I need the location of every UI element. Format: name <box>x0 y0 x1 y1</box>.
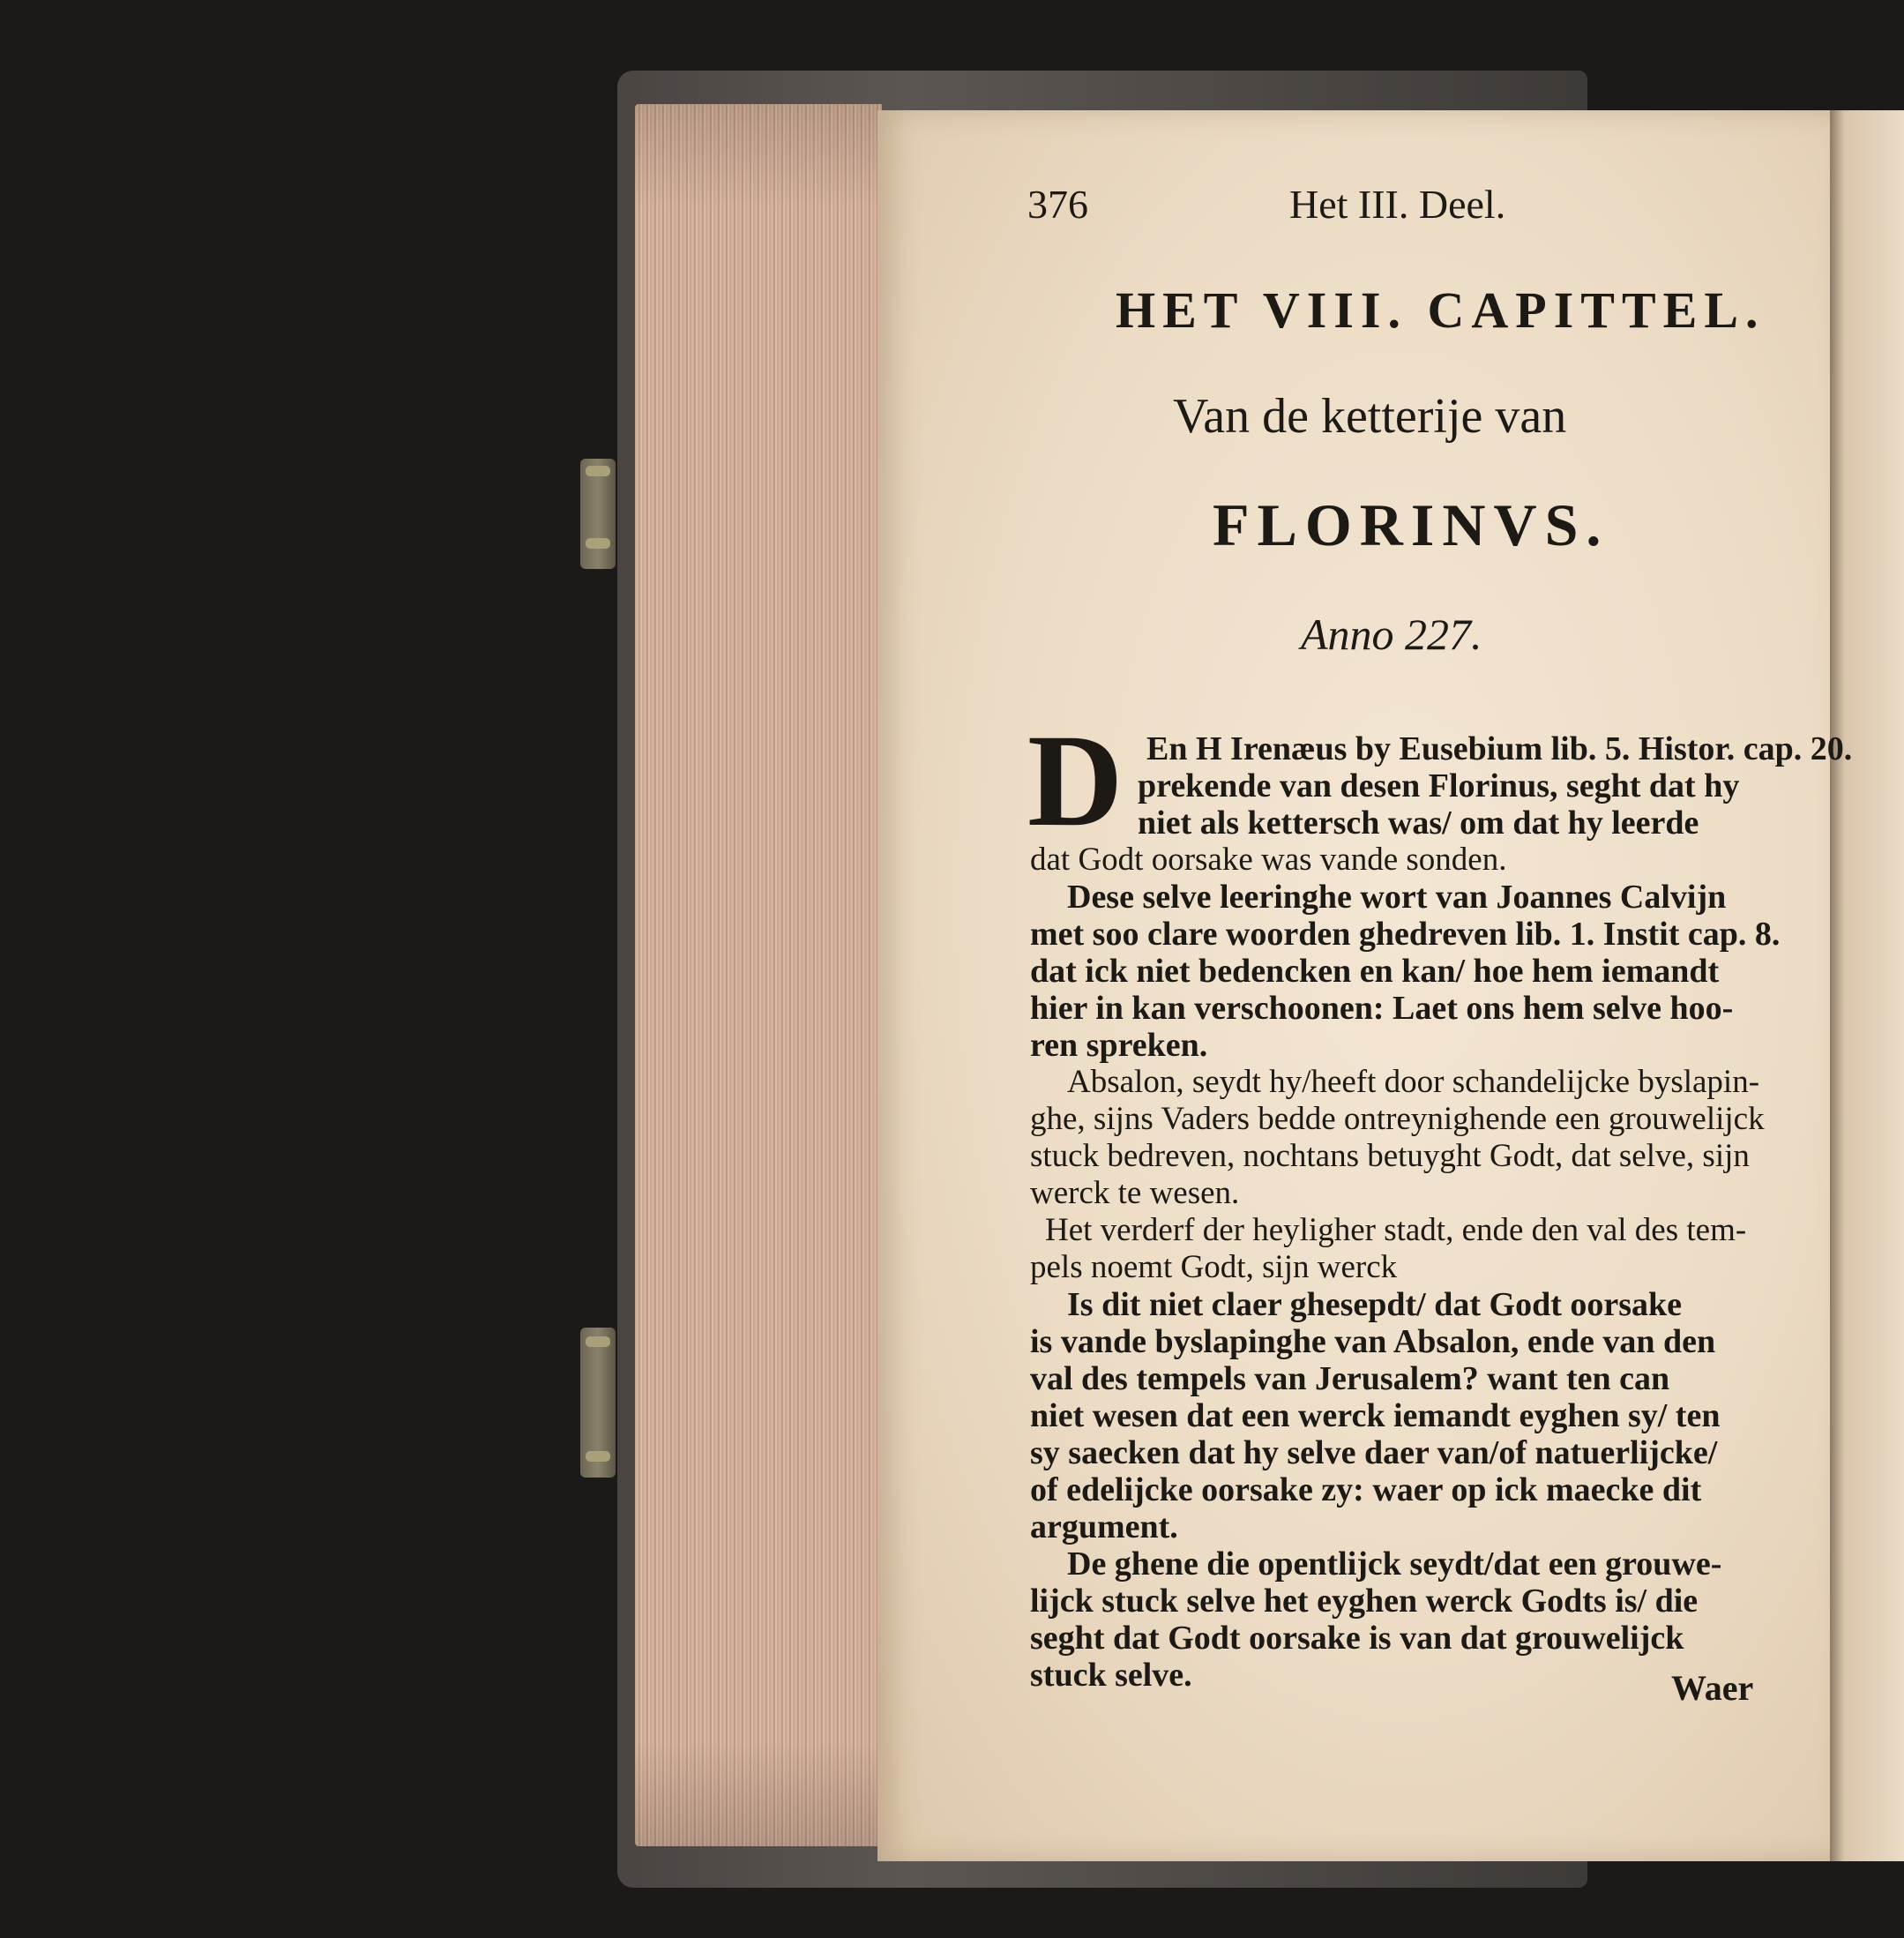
book-clasp-top <box>580 459 616 569</box>
text-line: dat Godt oorsake was vande sonden. <box>1030 842 1507 878</box>
text-line: of edelijcke oorsake zy: waer op ick maecke dit <box>1030 1471 1702 1508</box>
book-clasp-bottom <box>580 1328 616 1478</box>
text-line: stuck bedreven, nochtans betuyght Godt, dat selve, sijn <box>1030 1138 1750 1174</box>
drop-cap: D <box>1027 707 1124 854</box>
text-line: lijck stuck selve het eyghen werck Godts is/ die <box>1030 1583 1699 1620</box>
chapter-year: Anno 227. <box>1301 610 1482 659</box>
text-line: seght dat Godt oorsake is van dat grouwelijck <box>1030 1620 1684 1657</box>
page-number: 376 <box>1027 182 1088 227</box>
chapter-subtitle: Van de ketterije van <box>1173 389 1567 444</box>
text-line: argument. <box>1030 1508 1178 1545</box>
chapter-name: FLORINVS. <box>1213 491 1609 558</box>
text-line: Dese selve leeringhe wort van Joannes Calvijn <box>1067 879 1727 916</box>
text-line: Het verderf der heyligher stadt, ende den val des tem- <box>1045 1212 1747 1248</box>
text-line: stuck selve. <box>1030 1657 1192 1694</box>
text-line: werck te wesen. <box>1030 1175 1240 1211</box>
text-line: prekende van desen Florinus, seght dat hy <box>1138 767 1740 804</box>
text-line: niet als kettersch was/ om dat hy leerde <box>1138 804 1699 842</box>
text-line: ren spreken. <box>1030 1027 1208 1064</box>
text-line: val des tempels van Jerusalem? want ten can <box>1030 1360 1670 1397</box>
page-edges <box>635 104 882 1846</box>
text-line: sy saecken dat hy selve daer van/of natuerlijcke/ <box>1030 1434 1718 1471</box>
text-line: niet wesen dat een werck iemandt eyghen sy/ ten <box>1030 1397 1721 1434</box>
text-line: En H Irenæus by Eusebium lib. 5. Histor. cap. 20. <box>1146 730 1853 767</box>
text-line: pels noemt Godt, sijn werck <box>1030 1249 1398 1285</box>
text-line: is vande byslapinghe van Absalon, ende van den <box>1030 1323 1716 1360</box>
text-line: De ghene die opentlijck seydt/dat een grouwe- <box>1067 1545 1722 1583</box>
running-title: Het III. Deel. <box>1289 182 1506 227</box>
text-line: Is dit niet claer ghesepdt/ dat Godt oorsake <box>1067 1286 1683 1323</box>
text-line: met soo clare woorden ghedreven lib. 1. Instit cap. 8. <box>1030 916 1781 953</box>
text-line: Absalon, seydt hy/heeft door schandelijcke byslapin- <box>1067 1064 1760 1100</box>
facing-page-edge <box>1830 110 1904 1861</box>
chapter-heading: HET VIII. CAPITTEL. <box>1116 281 1766 339</box>
text-line: hier in kan verschoonen: Laet ons hem selve hoo- <box>1030 990 1734 1027</box>
text-line: ghe, sijns Vaders bedde ontreynighende een grouwelijck <box>1030 1101 1765 1137</box>
text-line: dat ick niet bedencken en kan/ hoe hem iemandt <box>1030 953 1720 990</box>
catchword: Waer <box>1671 1668 1754 1708</box>
